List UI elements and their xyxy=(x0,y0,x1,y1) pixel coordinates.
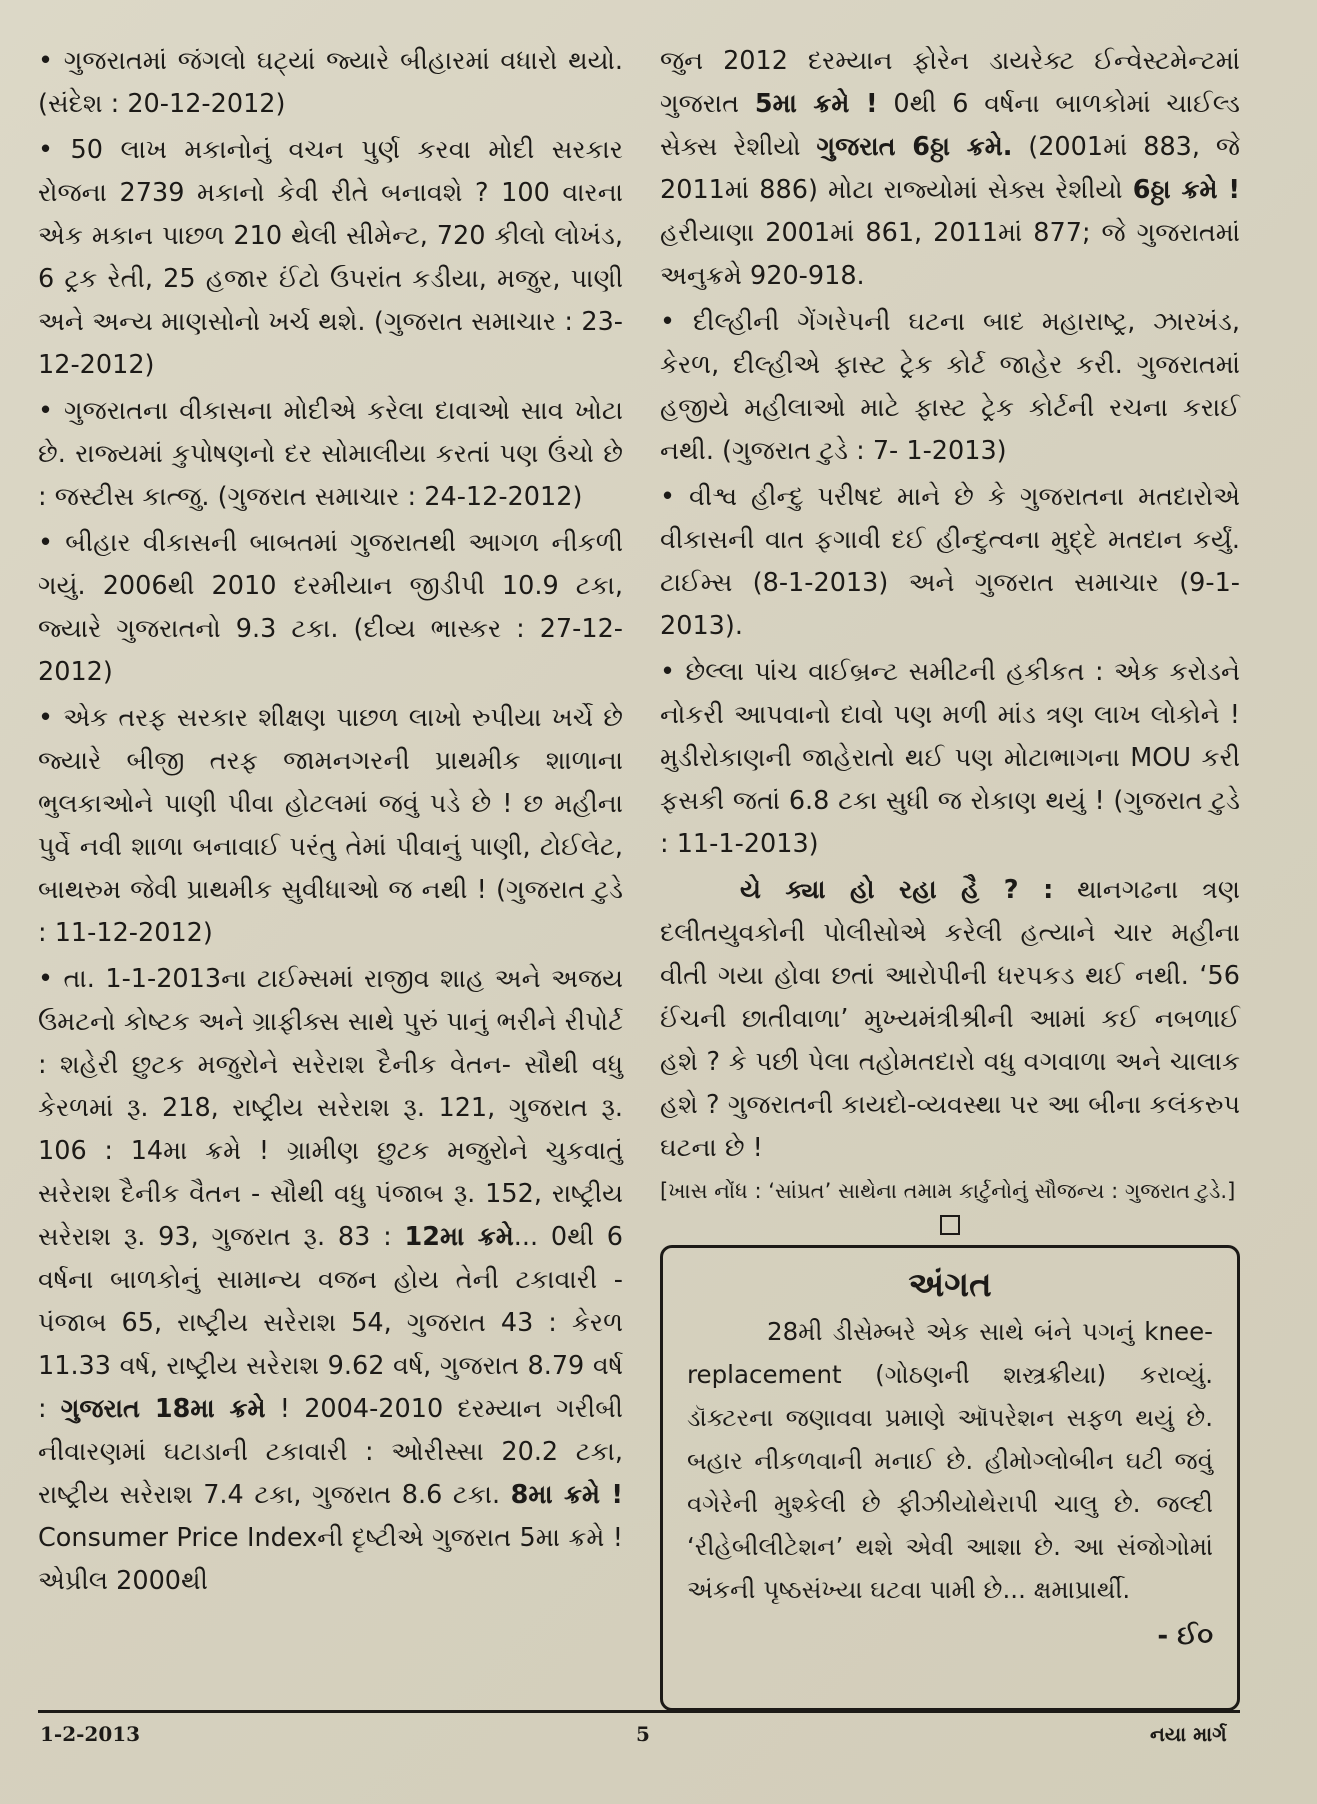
news-item-times-report: • તા. 1-1-2013ના ટાઈમ્સમાં રાજીવ શાહ અને અજય ઉમટનો કોષ્ટક અને ગ્રાફીક્સ સાથે પુરું પાનું ભરીને રીપોર્ટ : શહેરી છુટક મજુરોને સરેરાશ દૈનીક વેતન- સૌથી વધુ કેરળમાં રૂ. 218, રાષ્ટ્રીય સરેરાશ રૂ. 121, ગુજરાત રૂ. 106 : 14મા ક્રમે ! ગ્રામીણ છુટક મજુરોને ચુકવાતું સરેરાશ દૈનીક વૈતન - સૌથી વધુ પંજાબ રૂ. 152, રાષ્ટ્રીય સરેરાશ રૂ. 93, ગુજરાત રૂ. 83 : 12મા ક્રમે... 0થી 6 વર્ષના બાળકોનું સામાન્ય વજન હોય તેની ટકાવારી - પંજાબ 65, રાષ્ટ્રીય સરેરાશ 54, ગુજરાત 43 : કેરળ 11.33 વર્ષ, રાષ્ટ્રીય સરેરાશ 9.62 વર્ષ, ગુજરાત 8.79 વર્ષ : ગુજરાત 18મા ક્રમે ! 2004-2010 દરમ્યાન ગરીબી નીવારણમાં ઘટાડાની ટકાવારી : ઓરીસ્સા 20.2 ટકા, રાષ્ટ્રીય સરેરાશ 7.4 ટકા, ગુજરાત 8.6 ટકા. 8મા ક્રમે ! Consumer Price Indexની દૃષ્ટીએ ગુજરાત 5મા ક્રમે ! એપ્રીલ 2000થી xyxy=(38,964,623,1596)
news-item-fast-track: • દીલ્હીની ગેંગરેપની ઘટના બાદ મહારાષ્ટ્ર, ઝારખંડ, કેરળ, દીલ્હીએ ફાસ્ટ ટ્રેક કોર્ટ જાહેર કરી. ગુજરાતમાં હજીયે મહીલાઓ માટે ફાસ્ટ ટ્રેક કોર્ટની રચના કરાઈ નથી. (ગુજરાત ટુડે : 7- 1-2013) xyxy=(660,307,1240,466)
footer-divider xyxy=(38,1710,1240,1713)
news-item-school-water: • એક તરફ સરકાર શીક્ષણ પાછળ લાખો રુપીયા ખર્ચે છે જ્યારે બીજી તરફ જામનગરની પ્રાથમીક શાળાના ભુલકાઓને પાણી પીવા હોટલમાં જવું પડે છે ! છ મહીના પુર્વે નવી શાળા બનાવાઈ પરંતુ તેમાં પીવાનું પાણી, ટોઈલેટ, બાથરુમ જેવી પ્રાથમીક સુવીધાઓ જ નથી ! (ગુજરાત ટુડે : 11-12-2012) xyxy=(38,703,623,948)
news-item-housing: • 50 લાખ મકાનોનું વચન પુર્ણ કરવા મોદી સરકાર રોજના 2739 મકાનો કેવી રીતે બનાવશે ? 100 વારના એક મકાન પાછળ 210 થેલી સીમેન્ટ, 720 કીલો લોખંડ, 6 ટ્રક રેતી, 25 હજાર ઈંટો ઉપરાંત કડીયા, મજુર, પાણી અને અન્ય માણસોનો ખર્ચ થશે. (ગુજરાત સમાચાર : 23-12-2012) xyxy=(38,135,623,380)
special-note: [ખાસ નોંધ : ‘સાંપ્રત’ સાથેના તમામ કાર્ટુનોનું સૌજન્ય : ગુજરાત ટુડે.] xyxy=(660,1179,1236,1203)
right-column xyxy=(660,40,1240,1711)
left-column xyxy=(38,40,623,1606)
news-item-malnutrition: • ગુજરાતના વીકાસના મોદીએ કરેલા દાવાઓ સાવ ખોટા છે. રાજ્યમાં કુપોષણનો દર સોમાલીયા કરતાં પણ ઉંચો છે : જસ્ટીસ કાત્જુ. (ગુજરાત સમાચાર : 24-12-2012) xyxy=(38,396,623,512)
publication-name: નયા માર્ગ xyxy=(1150,1722,1227,1746)
box-title: અંગત xyxy=(908,1265,992,1305)
page-number: 5 xyxy=(636,1722,650,1746)
box-body: 28મી ડીસેમ્બરે એક સાથે બંને પગનું knee-replacement (ગોઠણની શસ્ત્રક્રીયા) કરાવ્યું. ડૉક્ટરના જણાવવા પ્રમાણે ઑપરેશન સફળ થયું છે. બહાર નીકળવાની મનાઈ છે. હીમોગ્લોબીન ઘટી જવું વગેરેની મુશ્કેલી છે ફીઝીયોથેરાપી ચાલુ છે. જલ્દી ‘રીહેબીલીટેશન’ થશે એવી આશા છે. આ સંજોગોમાં અંકની પૃષ્ઠસંખ્યા ઘટવા પામી છે... ક્ષમાપ્રાર્થી. xyxy=(687,1317,1213,1604)
footer-date: 1-2-2013 xyxy=(40,1722,141,1746)
box-signature: - ઈ૦ xyxy=(1157,1621,1213,1651)
news-item-fdi: જુન 2012 દરમ્યાન ફોરેન ડાયરેક્ટ ઈન્વેસ્ટમેન્ટમાં ગુજરાત 5મા ક્રમે ! 0થી 6 વર્ષના બાળકોમાં ચાઈલ્ડ સેક્સ રેશીયો ગુજરાત 6ઠ્ઠા ક્રમે. (2001માં 883, જે 2011માં 886) મોટા રાજ્યોમાં સેક્સ રેશીયો 6ઠ્ઠા ક્રમે ! હરીયાણા 2001માં 861, 2011માં 877; જે ગુજરાતમાં અનુક્રમે 920-918. xyxy=(660,46,1240,291)
end-mark-icon xyxy=(940,1215,960,1235)
news-item-vhp: • વીશ્વ હીન્દુ પરીષદ માને છે કે ગુજરાતના મતદારોએ વીકાસની વાત ફગાવી દઈ હીન્દુત્વના મુદ્દે મતદાન કર્યું. ટાઈમ્સ (8-1-2013) અને ગુજરાત સમાચાર (9-1-2013). xyxy=(660,482,1240,641)
news-item-thangadh: યે ક્યા હો રહા હૈ ? : થાનગઢના ત્રણ દલીતયુવકોની પોલીસોએ કરેલી હત્યાને ચાર મહીના વીતી ગયા હોવા છતાં આરોપીની ધરપકડ થઈ નથી. ‘56 ઈંચની છાતીવાળા’ મુખ્યમંત્રીશ્રીની આમાં કઈ નબળાઈ હશે ? કે પછી પેલા તહોમતદારો વધુ વગવાળા અને ચાલાક હશે ? ગુજરાતની કાયદો-વ્યવસ્થા પર આ બીના કલંકરુપ ઘટના છે ! xyxy=(660,875,1240,1163)
news-item-vibrant-summit: • છેલ્લા પાંચ વાઈબ્રન્ટ સમીટની હકીકત : એક કરોડને નોકરી આપવાનો દાવો પણ મળી માંડ ત્રણ લાખ લોકોને ! મુડીરોકાણની જાહેરાતો થઈ પણ મોટાભાગના MOU કરી ફસકી જતાં 6.8 ટકા સુધી જ રોકાણ થયું ! (ગુજરાત ટુડે : 11-1-2013) xyxy=(660,657,1240,859)
news-item-bihar-gdp: • બીહાર વીકાસની બાબતમાં ગુજરાતથી આગળ નીકળી ગયું. 2006થી 2010 દરમીયાન જીડીપી 10.9 ટકા, જ્યારે ગુજરાતનો 9.3 ટકા. (દીવ્ય ભાસ્કર : 27-12-2012) xyxy=(38,528,623,687)
news-item-forests: • ગુજરાતમાં જંગલો ઘટ્યાં જ્યારે બીહારમાં વધારો થયો. (સંદેશ : 20-12-2012) xyxy=(38,46,623,119)
personal-note-box xyxy=(660,1245,1240,1711)
